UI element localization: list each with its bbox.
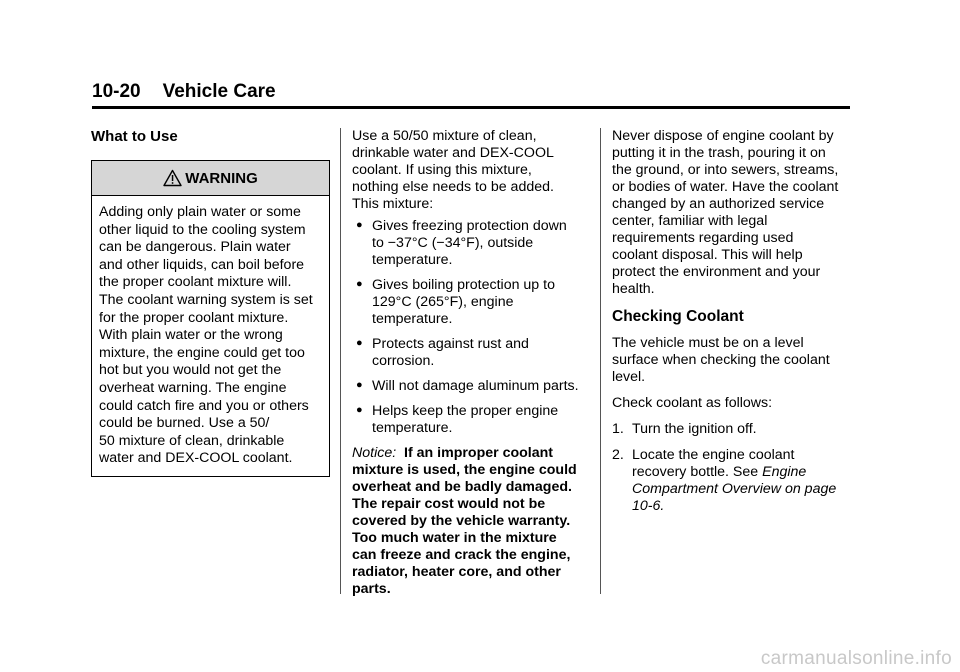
intro-line: nothing else needs to be added.: [352, 179, 554, 195]
warning-line: Adding only plain water or some: [99, 204, 301, 220]
notice-paragraph: [352, 445, 590, 598]
list-item: [352, 218, 590, 269]
notice-line: The repair cost would not be: [352, 496, 546, 512]
watermark: carmanualsonline.info: [760, 648, 952, 669]
step-number: 1.: [612, 421, 624, 437]
warning-line: water and DEX-COOL coolant.: [99, 450, 293, 467]
intro-line: coolant. If using this mixture,: [352, 162, 532, 178]
disposal-line: putting it in the trash, pouring it on: [612, 145, 826, 161]
warning-header: [92, 161, 329, 196]
notice-line: overheat and be badly damaged.: [352, 479, 572, 495]
notice-line: mixture is used, the engine could: [352, 462, 577, 478]
list-item: [612, 421, 852, 438]
mixture-intro: [352, 128, 590, 213]
bullet-icon: ●: [356, 278, 363, 290]
disposal-line: or bodies of water. Have the coolant: [612, 179, 839, 195]
list-item: [352, 403, 590, 437]
bullet-line: corrosion.: [372, 353, 435, 369]
notice-line: covered by the vehicle warranty.: [352, 513, 571, 529]
warning-line: overheat warning. The engine: [99, 379, 287, 396]
intro-line: Use a 50/50 mixture of clean,: [352, 128, 537, 144]
level-line: The vehicle must be on a level: [612, 335, 804, 351]
notice-line: Too much water in the mixture: [352, 530, 557, 546]
bullet-line: temperature.: [372, 420, 453, 436]
warning-line: could be burned. Use a 50/: [99, 415, 270, 432]
bullet-icon: ●: [356, 404, 363, 416]
column-3: [612, 128, 852, 524]
warning-line: 50 mixture of clean, drinkable: [99, 432, 285, 449]
warning-line: the proper coolant mixture will.: [99, 274, 292, 291]
section-title: Vehicle Care: [162, 81, 276, 102]
bullet-icon: ●: [356, 337, 363, 349]
bullet-line: Gives freezing protection down: [372, 218, 567, 234]
check-steps-list: [612, 421, 852, 515]
page-number: 10-20: [92, 81, 141, 102]
disposal-line: coolant disposal. This will help: [612, 247, 803, 263]
notice-line: can freeze and crack the engine,: [352, 547, 571, 563]
warning-line: for the proper coolant mixture.: [99, 309, 289, 326]
level-paragraph: [612, 335, 852, 386]
bullet-line: temperature.: [372, 311, 453, 327]
disposal-paragraph: [612, 128, 852, 298]
bullet-line: Protects against rust and: [372, 336, 529, 352]
bullet-line: to −37°C (−34°F), outside: [372, 235, 534, 251]
step-text-end: .: [660, 498, 665, 514]
list-item: [352, 277, 590, 328]
list-item: [352, 336, 590, 370]
warning-line: mixture, the engine could get too: [99, 344, 305, 361]
column-divider-1: [340, 128, 341, 594]
notice-line: If an improper coolant: [404, 445, 554, 461]
page-header: [92, 80, 850, 104]
warning-text: [92, 196, 329, 476]
notice-label: Notice:: [352, 445, 397, 461]
step-number: 2.: [612, 447, 624, 463]
column-1: [91, 128, 331, 477]
disposal-line: center, familiar with legal: [612, 213, 768, 229]
warning-line: The coolant warning system is set: [99, 291, 313, 308]
bullet-line: 129°C (265°F), engine: [372, 294, 514, 310]
what-to-use-heading: What to Use: [91, 128, 178, 145]
warning-label: WARNING: [185, 169, 258, 187]
step-text: Turn the ignition off.: [632, 421, 757, 437]
warning-line: and other liquids, can boil before: [99, 256, 305, 273]
warning-line: With plain water or the wrong: [99, 327, 283, 344]
disposal-line: the ground, or into sewers, streams,: [612, 162, 839, 178]
bullet-line: Will not damage aluminum parts.: [372, 378, 579, 394]
intro-line: drinkable water and DEX-COOL: [352, 145, 554, 161]
list-item: [352, 378, 590, 395]
list-item: [612, 447, 852, 515]
bullet-icon: ●: [356, 219, 363, 231]
bullet-line: Helps keep the proper engine: [372, 403, 559, 419]
disposal-line: changed by an authorized service: [612, 196, 825, 212]
level-line: level.: [612, 369, 646, 385]
header-rule: [92, 106, 850, 109]
check-intro: Check coolant as follows:: [612, 395, 773, 411]
notice-line: radiator, heater core, and other: [352, 564, 561, 580]
warning-box: [91, 160, 330, 477]
warning-triangle-icon: [163, 169, 182, 187]
disposal-line: protect the environment and your: [612, 264, 821, 280]
bullet-line: temperature.: [372, 252, 453, 268]
disposal-line: requirements regarding used: [612, 230, 794, 246]
engine-compartment-reference-link[interactable]: Engine Compartment Overview on page 10-6: [632, 464, 837, 514]
bullet-line: Gives boiling protection up to: [372, 277, 555, 293]
notice-line: parts.: [352, 581, 391, 597]
step-text: [632, 447, 852, 515]
checking-coolant-heading: Checking Coolant: [612, 308, 744, 325]
disposal-line: Never dispose of engine coolant by: [612, 128, 834, 144]
intro-line: This mixture:: [352, 196, 434, 212]
warning-line: could catch fire and you or others: [99, 397, 309, 414]
bullet-icon: ●: [356, 379, 363, 391]
warning-line: can be dangerous. Plain water: [99, 239, 291, 256]
column-2: [352, 128, 590, 598]
disposal-line: health.: [612, 281, 655, 297]
warning-line: other liquid to the cooling system: [99, 221, 306, 238]
column-divider-2: [600, 128, 601, 594]
step-text-main: Locate the engine coolant recovery bottle. See: [632, 447, 795, 480]
mixture-benefits-list: [352, 218, 590, 437]
level-line: surface when checking the coolant: [612, 352, 830, 368]
warning-line: hot but you would not get the: [99, 362, 282, 379]
